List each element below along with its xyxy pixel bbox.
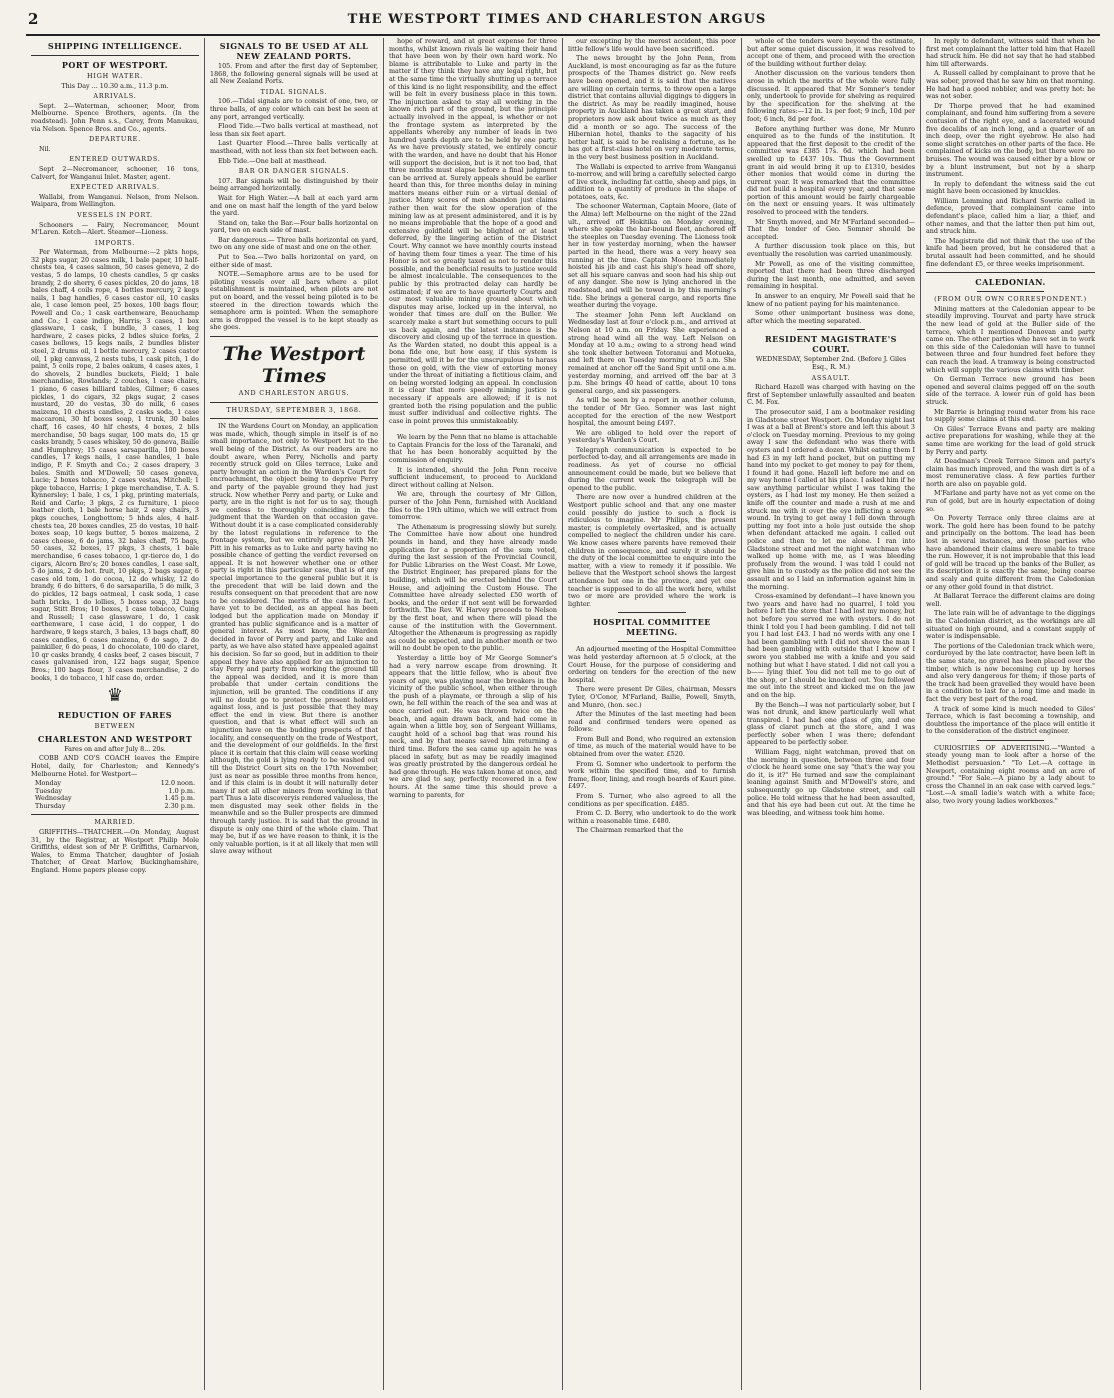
hospital-text: Mr Powell, as one of the visiting committee, reported that there had been three discharged during the last month, one admitted, and seven remaining in hospital.: [747, 259, 915, 291]
divider: [618, 612, 685, 613]
divider: [926, 272, 1095, 273]
expected-heading: EXPECTED ARRIVALS.: [70, 183, 160, 192]
signals-heading: SIGNALS TO BE USED AT ALL NEW ZEALAND PORTS.: [219, 41, 369, 61]
wait-text: Wait for High Water.—A ball at each yard arm and one on mast half the length of the yard below the yard.: [210, 193, 378, 218]
caledonian-text: At Ballarat Terrace the different claims are doing well.: [926, 592, 1095, 608]
caledonian-text: Mr Barrie is bringing round water from his race to supply some claims at this end.: [926, 407, 1095, 424]
column-5: [742, 38, 921, 1390]
entered-text: Sept 2—Necromancer, schooner, 16 tons, Calvert, for Wanganui Inlet. Master, agent.: [31, 164, 199, 181]
divider: [797, 329, 864, 330]
caledonian-text: On Poverty Terrace only three claims are at work. The gold here has been found to be patchy and principally on the bottom. The lead has been lost in several instances, and those parties who have abandoned their claims were unable to trace the run. However, it is not improbable that this lead of gold will be traced up the banks of the Buller, as its description it is exactly the same, being coarse and scaly and quite different from the Caledonian or any other gold found in that district.: [926, 514, 1095, 591]
hospital-text: An adjourned meeting of the Hospital Committee was held yesterday afternoon at 5 o'clock, at the Court House, for the purpose of considering and ordering on tenders for the erection of the new hospital.: [568, 645, 736, 684]
caledonian-text: On Giles' Terrace Evans and party are making active preparations for washing, while they at the same time are working for the lead of gold struck by Perry and party.: [926, 424, 1095, 456]
fares-text: Fares on and after July 8... 20s.: [64, 744, 166, 753]
hospital-text: Some other unimportant business was done, after which the meeting separated.: [747, 309, 915, 325]
court-text: By the Bench—I was not particularly sober, but I was not drunk, and knew particularly well what transpired. I had had one glass of gin, and one glass of claret punch at the store, and I was perfectly sober when I was there; defendant appeared to be perfectly sober.: [747, 700, 915, 747]
caledonian-text: M'Farlane and party have not as yet come on the run of gold, but are in hourly expectation of doing so.: [926, 489, 1095, 513]
schedule-time: 12.0 noon.: [160, 779, 195, 788]
divider: [210, 336, 378, 337]
column-2: [205, 38, 384, 1390]
fares-between: BETWEEN: [94, 722, 136, 731]
newspaper-title: THE WESTPORT TIMES AND CHARLESTON ARGUS: [347, 12, 767, 27]
page-number: 2: [28, 10, 39, 28]
page-columns: [26, 38, 1102, 1390]
news-item: We are, through the courtesy of Mr Gillon, purser of the John Penn, furnished with Auckland files to the 19th ultimo, which we will extract from tomorrow.: [389, 490, 557, 522]
news-item: Telegraph communication is expected to be perfected to-day, and all arrangements are made in readiness. As yet of course no official announcement could be made, but we believe that during the current week the telegraph will be opened to the public.: [568, 445, 736, 492]
banner-title: The Westport Times: [222, 343, 366, 387]
caledonian-text: The late rain will be of advantage to the diggings in the Caledonian district, as the workings are all situated on high ground, and a constant supply of water is indispensable.: [926, 609, 1095, 641]
news-item: We learn by the Penn that no blame is attachable to Captain Francis for the loss of the Taranaki, and that he has been honorably acquitted by the commission of enquiry.: [389, 433, 557, 465]
hospital-text: In answer to an enquiry, Mr Powell said that he knew of no patient paying for his maintenance.: [747, 292, 915, 308]
hospital-text: From G. Somner who undertook to perform the work within the specified time, and to furnish frame, floor, lining, and rough boards of Kauri pine. £497.: [568, 759, 736, 791]
bar-heading: BAR OR DANGER SIGNALS.: [238, 167, 350, 176]
divider: [977, 740, 1045, 741]
hospital-text: Another discussion on the various tenders then arose in which the merits of the whole were fully discussed. It appeared that Mr Somner's tender only, undertook to provide for shelving as required by the specification for the shelving at the following rates:—12 in. 1s per foot; 9 inch, 10d per foot; 6 inch, 8d per foot.: [747, 69, 915, 123]
assault-heading: ASSAULT.: [811, 373, 851, 382]
news-item: We are obliged to hold over the report of yesterday's Warden's Court.: [568, 428, 736, 445]
curiosities-text: CURIOSITIES OF ADVERTISING.—"Wanted a steady young man to look after a horse of the Methodist persuasion." "To Let.—A cottage in Newport, containing eight rooms and an acre of ground." "For Sale.—A piano by a lady about to cross the Channel in an oak case with carved legs." "Lost.—A small ladie's watch with a white face; also, two ivory young ladies workboxes.": [926, 743, 1095, 806]
high-water-heading: HIGH WATER.: [87, 72, 143, 80]
shipping-heading: SHIPPING INTELLIGENCE.: [47, 41, 183, 51]
schedule-time: 1.0 p.m.: [168, 786, 195, 795]
news-item: our excepting by the merest accident, this poor little fellow's life would have been sacrificed.: [568, 38, 736, 53]
signals-intro: 105. From and after the first day of September, 1868, the following general signals will be used at all New Zealand Ports.: [210, 62, 378, 86]
news-item: Yesterday a little boy of Mr George Somner's had a very narrow escape from drowning. It appears that the little fellow, who is about five years of age, was playing near the breakers in the vicinity of the public school, when either through the push of a playmate, or through a slip of his own, he fell within the reach of the sea and was at once carried out. He was thrown twice on the beach, and again drawn back, and had come in again when a little boy, son of Sergeant Williams, caught hold of a school bag that was round his neck, and by that means saved him returning a third time. Before the sea came up again he was placed in safety, but as may be readily imagined was greatly prostrated by the dangerous ordeal he had gone through. He was taken home at once, and we are glad to say, perfectly recovered in a few hours. At the same time this should prove a warning to parents, for: [389, 653, 557, 799]
divider: [977, 291, 1045, 292]
banner-subtitle: AND CHARLESTON ARGUS.: [238, 389, 350, 397]
entered-heading: ENTERED OUTWARDS.: [69, 155, 161, 164]
news-item: The Athenæum is progressing slowly but surely. The Committee have now about one hundred pounds in hand, and they have already made application for a proportion of the sum voted, during the last session of the Provincial Council, for Public Libraries on the West Coast. Mr Lowe, the District Engineer, has prepared plans for the building, which will be erected behind the Court House, and adjoining the Custom House. The Committee have already selected £50 worth of books, and the order if not sent will be forwarded forthwith. The Rev. W. Harvey proceeds to Nelson by the first boat, and when there will plead the cause of the institution with the Government. Altogether the Athenæum is progressing as rapidly as could be expected, and in another month or two will no doubt be open to the public.: [389, 522, 557, 653]
married-heading: MARRIED.: [94, 818, 136, 827]
news-item: The Wallabi is expected to arrive from Wanganui to-morrow, and will bring a carefully selected cargo of live stock, including fat cattle, sheep and pigs, in addition to a quantity of produce in the shape of potatoes, oats, &c.: [568, 162, 736, 201]
schedule-row: [31, 803, 199, 811]
schedule-day: Thursday: [35, 801, 66, 810]
departure-text: Nil.: [39, 144, 51, 153]
vessels-text: Schooners — Fairy, Necromancer, Mount M'Laren. Ketch—Alert. Steamer—Lioness.: [31, 220, 199, 237]
editorial-continued: hope of reward, and at great expense for three months, whilst known rivals lie waiting their hand that have been won by their own hard work. No blame is attributable to Luke and party in the matter if they think they have any legal right, but at the same time the virtually shutting up a terrace of this kind is no light responsibility, and the effect will be felt in every business place in this town. The injunction asked to stay all working in the known rich part of the ground, but the principle actually involved in the appeal, is whether or not the frontage system as interpreted by the appellants whereby any number of leads in two hundred yards depth are to be held by one party. As we have previously stated, we entirely concur with the warden, and have no doubt that his Honor will support the decision, but is it not too bad, that three months must elapse before a final judgment can be arrived at. Surely appeals should be earlier heard than this, for three months delay in mining matters means either ruin or a virtual denial of justice. Many scores of men abandon just claims rather then wait for the slow operation of the mining law as at present administered, and it is by no means improbable that the hope of a good and extensive goldfield will be blighted or at least deferred, by the lingering action of the District Court. Why cannot we have monthly courts instead of having them four times a year. The time of his Honor is not so greatly taxed as not to render this possible, and the beneficial results to justice would be almost incalculable. The consequences to the public by this protracted delay can hardly be estimated; if we are to have quarterly Courts and our most valuable mining ground about which disputes may arise, locked up in the interval, no wonder that times are dull on the Buller. We scarcely make a start but something occurs to pull us back again, and the latest instance is the discovery and closing up of the terrace in question. As the Warden stated, no doubt this appeal is a bona fide one, but how easy, if this system is permitted, will it be for the unscrupulous to harass those on gold, with the view of extorting money under the threat of initiating a fictitious claim, and on being worsted lodging an appeal. In conclusion it is clear that more speedy mining justice is necessary if appeals are allowed; if it is not granted both the rising population and the public must suffer individual and collective rights. The case in point proves this unmistakeably.: [389, 38, 557, 425]
caledonian-text: The portions of the Caledonian track which were, corduroyed by the late contractor, have been left in the same state, no gravel has been placed over the timber, which is now becoming cut up by horses and also very dangerous for them; if those parts of the track had been gravelled they would have been in a condition to last for a long time and made in fact the very best part of the road.: [926, 641, 1095, 703]
bar-dangerous-text: Bar dangerous.— Three balls horizontal on yard, two on any one side of mast and one on the other.: [210, 235, 378, 252]
caledonian-text: On German Terrace new ground has been opened and several claims pegged off on the south side of the terrace. A lower run of gold has been struck.: [926, 375, 1095, 406]
divider: [31, 55, 199, 56]
divider: [439, 429, 506, 430]
put-to-sea-text: Put to Sea.—Two balls horizontal on yard, on either side of mast.: [210, 253, 378, 269]
fares-places: CHARLESTON AND WESTPORT: [37, 733, 193, 744]
rm-court-date: WEDNESDAY, September 2nd. (Before J. Giles Esq., R. M.): [755, 355, 907, 371]
departure-heading: DEPARTURE.: [89, 135, 141, 144]
hospital-text: A further discussion took place on this, but eventually the resolution was carried unanimously.: [747, 242, 915, 259]
divider: [31, 814, 199, 815]
schedule-time: 2.30 p.m.: [164, 801, 195, 810]
flood-text: Flood Tide.—Two balls vertical at masthead, not less than six feet apart.: [210, 122, 378, 138]
court-text: Dr Thorpe proved that he had examined complainant, and found him suffering from a severe contusion of the right eye, and a lacerated wound five decalibs of an inch long, and a quarter of an inch deep, over the right eyebrow. He also had some slight scratches on other parts of the face. He complained of kicks on the body, but there were no bruises. The wound was caused either by a blow or by a blunt instrument, but not by a sharp instrument.: [926, 101, 1095, 179]
tidal-text: 106.—Tidal signals are to consist of one, two, or three balls, of any color which can best be seen at any port, arranged vertically.: [210, 97, 378, 121]
news-item: The schooner Waterman, Captain Moore, (late of the Alma) left Melbourne on the night of the 22nd ult., arrived off Hokitika on Monday evening, where she spoke the bar-bound fleet, anchored off the steeples on Tuesday evening. The Lioness took her in tow yesterday morning, when the hawser parted in the head, there was a very heavy sea running at the time. Captain Moore immediately hoisted his jib and cast his ship's head off shore, set all his square canvas and soon had his ship out of any danger. She now is lying anchored in the roadstead, and will be towed in by this morning's tide. She brings a general cargo, and reports fine weather during the voyage.: [568, 202, 736, 310]
arrivals-heading: ARRIVALS.: [93, 92, 137, 101]
imports-heading: IMPORTS.: [94, 238, 136, 247]
expected-text: Wallabi, from Wanganui. Nelson, from Nelson. Waipara, from Wellington.: [31, 192, 199, 209]
correspondent-line: (FROM OUR OWN CORRESPONDENT.): [934, 295, 1087, 304]
hospital-text: After the Minutes of the last meeting had been read and confirmed tenders were opened as follows:: [568, 710, 736, 734]
court-text: In reply to defendant, witness said that when he first met complainant the latter told him that Hazell had struck him. He did not say that he had stabbed him till afterwards.: [926, 38, 1095, 68]
married-text: GRIFFITHS—THATCHER.—On Monday, August 31, by the Registrar, at Westport Philip Mole Griffiths, eldest son of Mr P. Griffiths, Carnarvon, Wales, to Emma Thatcher, daughter of Josiah Thatcher, of Great Marlow, Buckinghamshire, England. Home papers please copy.: [31, 828, 199, 875]
column-6: [921, 38, 1100, 1390]
court-text: William Lemming and Richard Sowrie called in defence, proved that complainant came into defendant's place, called him a liar, a thief, and other names, and that the latter then put him out, and struck him.: [926, 196, 1095, 236]
masthead: [0, 0, 1114, 40]
coach-text: COBB AND CO'S COACH leaves the Empire Hotel, daily, for Charleston; and Kennedy's Melbourne Hotel. for Westport—: [31, 754, 199, 778]
column-3: [384, 38, 563, 1390]
hospital-text: The Chairman remarked that the: [576, 826, 684, 835]
news-item: The steamer John Penn left Auckland on Wednesday last at four o'clock p.m., and arrived at Nelson at 10 a.m. on Friday. She experienced a strong head wind all the way. Left Nelson on Monday at 10 a.m.; owing to a strong head wind she took shelter between Totoranui and Motueka, and left there on Tuesday morning at 5 a.m. She remained at anchor off the Sand Spit until one a.m. yesterday morning, and arrived off the bar at 3 p.m. She brings 40 head of cattle, about 10 tons general cargo, and six passengers.: [568, 310, 736, 395]
fares-heading: REDUCTION OF FARES: [57, 710, 173, 721]
high-water-text: This Day ... 10.30 a.m., 11.3 p.m.: [61, 81, 169, 90]
rm-court-heading: RESIDENT MAGISTRATE'S COURT.: [765, 334, 897, 355]
hospital-text: From Bull and Bond, who required an extension of time, as much of the material would have to be obtained from over the water. £520.: [568, 734, 736, 759]
divider: [618, 641, 685, 642]
bar-text: 107. Bar signals will be distinguished by their being arranged horizontally.: [210, 176, 378, 193]
port-heading: PORT OF WESTPORT.: [61, 60, 169, 70]
caledonian-text: A track of some kind is much needed to Giles' Terrace, which is fast becoming a township, and doubtless the importance of the place will entitle it to the consideration of the district engineer.: [926, 704, 1095, 736]
last-quarter-text: Last Quarter Flood.—Three balls vertically at masthead, with not less than six feet between each.: [210, 139, 378, 155]
vessels-heading: VESSELS IN PORT.: [77, 210, 153, 219]
caledonian-heading: CALEDONIAN.: [975, 277, 1046, 288]
hospital-text: Mr Smyth moved, and Mr M'Farland seconded—That the tender of Geo. Somner should be accepted.: [747, 217, 915, 241]
stand-on-text: Stand on, take the Bar.—Four balls horizontal on yard, two on each side of mast.: [210, 218, 378, 235]
hospital-text: Before anything further was done, Mr Munro enquired as to the funds of the institution. It appeared that the first deposit to the credit of the committee was £385 17s. 6d. which had been swelled up to £437 10s. Thus the Government grant in aid would bring it up to £1310, besides other monies that would come in during the current year. It was remarked that the committee did not build a hospital every year, and that some portion of this amount would be fairly chargeable on the next or ensuing years. It was ultimately resolved to proceed with the tenders.: [747, 124, 915, 217]
tidal-heading: TIDAL SIGNALS.: [260, 87, 328, 96]
hospital-text: From C. D. Berry, who undertook to do the work within a reasonable time. £480.: [568, 809, 736, 825]
column-1: [26, 38, 205, 1390]
divider: [210, 418, 378, 419]
court-text: Richard Hazell was charged with having on the first of September unlawfully assaulted and beaten C. M. Fox.: [747, 383, 915, 407]
court-text: A. Russell called by complainant to prove that he was sober, proved that he saw him on that morning. He had had a good nobbler, and was pretty hot: he was not sober.: [926, 69, 1095, 101]
news-item: It is intended, should the John Penn receive sufficient inducement, to proceed to Auckland direct without calling at Nelson.: [389, 465, 557, 489]
divider: [210, 402, 378, 403]
top-rule: [26, 34, 1100, 36]
schedule-time: 1.45 p.m.: [164, 794, 195, 803]
schedule-day: Monday: [35, 779, 62, 788]
ebb-text: Ebb Tide.—One ball at masthead.: [218, 156, 327, 165]
court-text: William Fagg, night watchman, proved that on the morning in question, between three and four o'clock he heard some one say "that's the way you do it, is it?" He turned and saw the complainant leaning against Smith and M'Dowell's store, and subsequently go up Gladstone street, and call police. He told witness that he had been assaulted, and that his eye had been cut out. At the time he was bleeding, and witness took him home.: [747, 748, 915, 817]
court-text: Cross-examined by defendant—I have known you two years and have had no quarrel, I told you before I left the store that I had lost my money, but not before you served me with oysters. I do not think I told you I had been gambling. I did not tell you I had lost £43. I had no words with any one I had been gambling with I did not shove the man I had been gambling with outside that I know of I swore you stabbed me with a knife and you said nothing but what I have stated. I did not call you a b—— lying thief. You did not tell me to go out of the shop, or I should be knocked out. You followed me out into the street and kicked me on the jaw and on the hip.: [747, 592, 915, 699]
court-text: The prosecutor said, I am a bootmaker residing in Gladstone street Westport. On Monday night last I was at a ball at Brent's store and left this about 3 o'clock on Tuesday morning. Previous to my going away I saw the defendant who was there with oysters and I ordered a dozen. Whilst eating them I had £3 in my left hand pocket, but on putting my hand into my pocket to get money to pay for them, I found it had gone. Hazell left before me and on my way home I called at his place. I asked him if he saw anything particular whilst I was taking the oysters, as I had lost my money. He then seized a knife off the counter and made a rush at me and struck me with it over the eye inflicting a severe wound. In trying to get away I fell down through putting my foot into a hole just outside the shop when defendant attacked me again. I called out police and then to let me alone. I ran into Gladstone street and met the night watchman who walked up home with me, as I was bleeding profusely from the wound. I was told I could not give him in to custody as the police did not see the assault and so I laid an information against him in the morning.: [747, 407, 915, 591]
imports-text: Per Waterman, from Melbourne:—2 pkts hops, 32 pkgs sugar, 20 cases milk, 1 bale paper, 10 half-chests tea, 4 cases salmon, 50 cases geneva, 2 do vestas, 5 do lamps, 10 chests candles, 5 qr casks brandy, 2 do sherry, 6 cases pickles, 20 do jams, 18 bales chaff, 4 coils rope, 4 bottles mercury, 2 kegs nails, 1 bag handles, 6 cases castor oil, 10 casks ale, 1 case lemon peel, 25 boxes, 100 bags flour, Powell and Co.; 1 cask earthenware, Beauchamp and Co.; 1 case indigo, Harris; 3 cases, 1 box glassware, 1 cask, 1 bundle, 3 cases, 1 keg hardware, 2 cases picks, 2 bdles sluice forks, 2 cases bellows, 15 kegs nails, 2 bundles blister steel, 2 drums oil, 1 bottle mercury, 2 cases castor oil, 1 pkg canvass, 2 nests tubs, 1 cask pitch, 1 do paint, 5 coils rope, 2 bales oakum, 4 cases axes, 1 do shovels, 2 bundles buckets, Field; 1 bale merchandise, Rowlands; 2 couches, 1 case chairs, 1 piano, 6 cases billiard tables, Gilmer; 6 cases pickles, 1 do cigars, 32 pkgs sugar, 2 cases mustard, 20 do vestas, 30 do milk, 6 cases maizena, 10 chests candles, 2 casks soda, 1 case maccaroni, 30 hf boxes soap, 1 trunk, 30 bales chaff, 16 cases, 40 hlf chests, 4 boxes, 2 blls merchandise, 50 bags sugar, 100 mats do, 15 qr casks brandy, 5 cases whiskey, 50 do geneva, Bailie and Humphrey; 15 cases sarsaparilla, 100 boxes candles, 17 kegs nails, 1 case handles, 1 bale indigo, P. F. Smyth and Co.; 2 cases drapery, 3 bales. Smith and M'Dowell; 50 cases geneva, Lucie; 2 boxes tobacco, 2 cases vestas, Mitchell; 1 pkge tobacco, Harris; 1 pkge merchandise, T. A. S. Kynnersley; 1 bale, 1 cs, 1 pkg, printing materials, Reid and Carlo; 3 pkgs, 2 cs furniture, 1 piece leather cloth, 1 bale horse hair, 2 easy chairs, 3 pkgs couches, Longbottom; 5 hhds ales, 4 half-chests tea, 20 boxes candles, 25 do vestas, 10 half-boxes soap, 10 kegs butter, 5 boxes maizena, 2 cases cheese, 6 do jams, 32 bales chaff, 75 bags, 50 cases, 32 boxes, 17 pkgs, 3 chests, 1 bale merchandise, 6 cases tobacco, 1 qr-tierce do, 1 do cigars, Alcorn Bro's; 20 boxes candles, 1 case salt, 5 do jams, 2 do bot. fruit, 10 pkgs, 2 bags sugar, 6 cases old tom, 1 do cocoa, 12 do whisky, 12 do brandy, 6 do bitters, 6 do sarsaparilla, 5 do milk, 3 do pickles, 12 bags oatmeal, 1 cask soda, 1 case bath bricks, 1 do lollies, 5 boxes soap, 32 bags sugar, Stitt Bros; 10 boxes, 1 case tobacco, Cuing and Russell; 1 case glassware, 1 do, 1 cask earthenware, 1 case acid, 1 do copper, 1 do hardware, 9 kegs starch, 3 bales, 13 bags chaff, 80 cases candles, 6 cases maizena, 6 do sago, 2 do painkiller, 6 do peas, 1 do chocolate, 100 do claret, 10 qr casks brandy, 4 casks beef, 2 cases biscuit, 7 cases galvanised iron, 122 bags sugar, Spence Bros.; 100 bags flour, 3 cases merchandise, 2 do books, 1 do tobacco, 1 hlf case do, order.: [31, 248, 199, 682]
hospital-text: There were present Dr Giles, chairman, Messrs Tyler, O'Conor, M'Farland, Bailie, Powell, Smyth, and Munro, (hon. sec.): [568, 685, 736, 709]
news-item: The news brought by the John Penn, from Auckland, is most encouraging as far as the future prospects of the Thames district go. New reefs have been opened, and it is said that the natives are willing on certain terms, to throw open a large district that contains alluvial diggings to diggers in the district. As may be readily imagined, house property in Auckland has taken a great start, and proprietors now ask about twice as much as they did a month or so ago. The success of the Hibernian hotel, thanks to the sagacity of his better half, is said to be realising a fortune, as he has got a first-class hotel on very moderate terms, in the very best business position in Auckland.: [568, 54, 736, 161]
schedule-day: Wednesday: [35, 794, 72, 803]
caledonian-text: Mining matters at the Caledonian appear to be steadily improving. Tourvat and party have struck the new lead of gold at the Buller side of the terrace, which I mentioned Donovan and party came on. The other parties who have set in to work on this side of the Caledonian will have to tunnel between three and four hundred feet before they can reach the lead. A tramway is being constructed which will supply the various claims with timber.: [926, 304, 1095, 374]
news-item: There are now over a hundred children at the Westport public school and that any one master could possibly do justice to such a flock is ridiculous to imagine. Mr Philips, the present master, is completely overtasked, and is actually compelled to neglect the children under his care. We know cases where parents have removed their children in consequence, and surely it should be the duty of the local committee to enquire into the matter, with a view to remedy it if possible. We believe that the Westport school shows the largest attendance but one in the province, and yet one teacher is supposed to do all the work here, whilst two or more are provided where the work is lighter.: [568, 493, 736, 608]
hospital-heading: HOSPITAL COMMITTEE MEETING.: [593, 617, 711, 638]
court-text: The Magistrate did not think that the use of the knife had been proved, but he considered that a brutal assault had been committed, and he should fine defendant £5, or three weeks imprisonment.: [926, 236, 1095, 268]
hospital-text: whole of the tenders were beyond the estimate, but after some quiet discussion, it was resolved to accept one of them, and proceed with the erection of the building without further delay.: [747, 38, 915, 68]
court-text: In reply to defendant the witness said the cut might have been occasioned by knuckles.: [926, 179, 1095, 196]
hospital-text: From S. Turner, who also agreed to all the conditions as per specification. £485.: [568, 792, 736, 808]
editorial-text: IN the Wardens Court on Monday, an application was made, which, though simple in itself is of no small importance, not only to Westport but to the well being of the District. As our readers are no doubt aware, when Perry, Nicholls and party recently struck gold on Giles terrace, Luke and party brought an action in the Warden's Court for encroachment, the object being to deprive Perry and party of the payable ground they had just struck. Now whether Perry and party, or Luke and party, are in the right is not for us to say, though we confess to thoroughly coinciding in the judgment that the Warden on that occasion gave. Without doubt it is a case complicated considerably by the latest regulations in reference to the frontage system, but we entirely agree with Mr. Pitt in his remarks as to Luke and party having no possible chance of getting the verdict reversed on appeal. It is not however whether one or other party is right in this particular case, that is of any special importance to the general public but it is the precedent that will be laid down and the results consequent on that precedent that are now to be considered. The merits of the case in fact, have yet to be decided, as an appeal has been lodged but the application made on Monday if granted has public significance and is a matter of general interest. As most know, the Warden decided in favor of Perry and party, and Luke and party, as we have also stated have appealed against his decision. So far so good, but in addition to their appeal they have also applied for an injunction to stay Perry and party from working the ground till the appeal was decided, and it is more than probable that under certain conditions the injunction, will be granted. The conditions if any will no doubt go to protect the present holders against loss, and is just possible that they may effect the end in view. But there is another question, and that is what effect will such an injunction have on the budding prospects of that locality, and consequently on the trade of Westport, and the development of our goldfields. In the first place it is certain that this claim will cease working although, the gold is lying ready to be washed out till the District Court sits on the 17th November, just as near as possible three months from hence, and if this claim is in doubt it will naturally deter many if not all other miners from working in that part Thus a late discoveryis rendered valueless, the men disgusted may seek other fields in the meanwhile and so the Buller prospects are dimmed through tardy justice. It is said that the ground in dispute is only one third of the whole claim. That may be, but if as we have reason to think, it is the only valuable portion, is it at all likely that men will slave away without: [210, 422, 378, 856]
dateline: THURSDAY, SEPTEMBER 3, 1868.: [226, 405, 362, 414]
schedule-day: Tuesday: [35, 786, 62, 795]
crest-icon: ♛: [106, 685, 124, 707]
caledonian-text: At Deadman's Creek Terrace Simon and party's claim has much improved, and the wash dirt is of a most remunerative class. A few parties further north are also on payable gold.: [926, 457, 1095, 488]
note-text: NOTE.—Semaphore arms are to be used for piloting vessels over all bars where a pilot establishment is maintained, when pilots are not put on board, and the vessel being piloted is to be steered in the direction towards which the semaphore arm is pointed. When the semaphore arm is dropped the vessel is to be kept steady as she goes.: [210, 270, 378, 332]
column-4: [563, 38, 742, 1390]
arrivals-text: Sept. 2—Waterman, schooner, Moor, from Melbourne. Spence Brothers, agents. (In the roadstead). John Penn s.s., Carey, from Manukau, via Nelson. Spence Bros. and Co., agents.: [31, 101, 199, 133]
news-item: As will be seen by a report in another column, the tender of Mr Geo. Somner was last night accepted for the erection of the new Westport hospital, the amount being £497.: [568, 396, 736, 428]
